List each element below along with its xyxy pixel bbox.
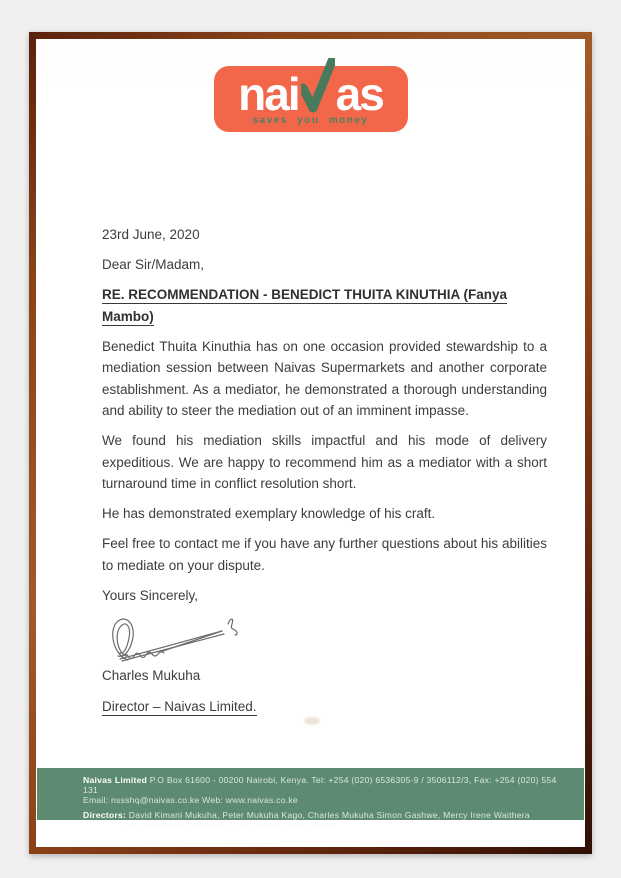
- document-frame: [29, 32, 592, 854]
- signatory-name: Charles Mukuha: [102, 667, 201, 683]
- handwritten-signature: [104, 615, 547, 663]
- letterhead: [36, 39, 585, 132]
- scan-artifact: [304, 717, 320, 725]
- footer-contact-line: Email: nssshq@naivas.co.ke Web: www.naivas.co.ke: [83, 795, 298, 806]
- closing: Yours Sincerely,: [102, 587, 199, 603]
- letter-footer: [37, 768, 584, 830]
- signatory-title: [102, 696, 547, 718]
- footer-directors-names-2: Jean-Sebastien Bergasse, Frank Astere Ndivo Butovi: [121, 819, 337, 830]
- checkmark-icon: [301, 58, 335, 114]
- letter-content: [36, 224, 585, 718]
- footer-company-name: Naivas Limited: [83, 775, 148, 785]
- wordmark-left: nai: [238, 68, 299, 120]
- footer-address-line: [83, 775, 566, 795]
- signatory-title-text: Director – Naivas Limited.: [102, 699, 257, 714]
- salutation: Dear Sir/Madam,: [102, 257, 205, 272]
- wordmark-right: as: [335, 68, 383, 120]
- subject-line: [102, 284, 547, 327]
- naivas-wordmark: [214, 68, 408, 120]
- paragraph-3: He has demonstrated exemplary knowledge of his craft.: [102, 506, 436, 521]
- naivas-logo: [214, 66, 408, 132]
- paragraph-2: We found his mediation skills impactful and his mode of delivery expeditious. We are happy to recommend him as a mediator with a short turnaround time in conflict resolution short.: [102, 433, 547, 491]
- paragraph-1: Benedict Thuita Kinuthia has on one occasion provided stewardship to a mediation session between Naivas Supermarkets and another corporate establishment. As a mediator, he demonstrated a thorough understanding and ability to steer the mediation out of an imminent impasse.: [102, 338, 547, 418]
- subject-text: RE. RECOMMENDATION - BENEDICT THUITA KINUTHIA (Fanya Mambo): [102, 287, 507, 324]
- footer-directors-line: [83, 810, 566, 830]
- footer-directors-names-1: David Kimani Mukuha, Peter Mukuha Kago, Charles Mukuha Simon Gashwe, Mercy Irene Waithera: [128, 809, 530, 820]
- paragraph-4: Feel free to contact me if you have any further questions about his abilities to mediate on your dispute.: [102, 536, 547, 573]
- letter-date: 23rd June, 2020: [102, 227, 200, 242]
- footer-directors-label: Directors:: [83, 809, 127, 820]
- logo-tagline: saves you money: [252, 115, 369, 126]
- letter-page: [36, 39, 585, 847]
- footer-address: P.O Box 61600 - 00200 Nairobi, Kenya. Tel: +254 (020) 6536305-9 / 3506112/3, Fax: +254 (020) 554 131: [83, 775, 557, 796]
